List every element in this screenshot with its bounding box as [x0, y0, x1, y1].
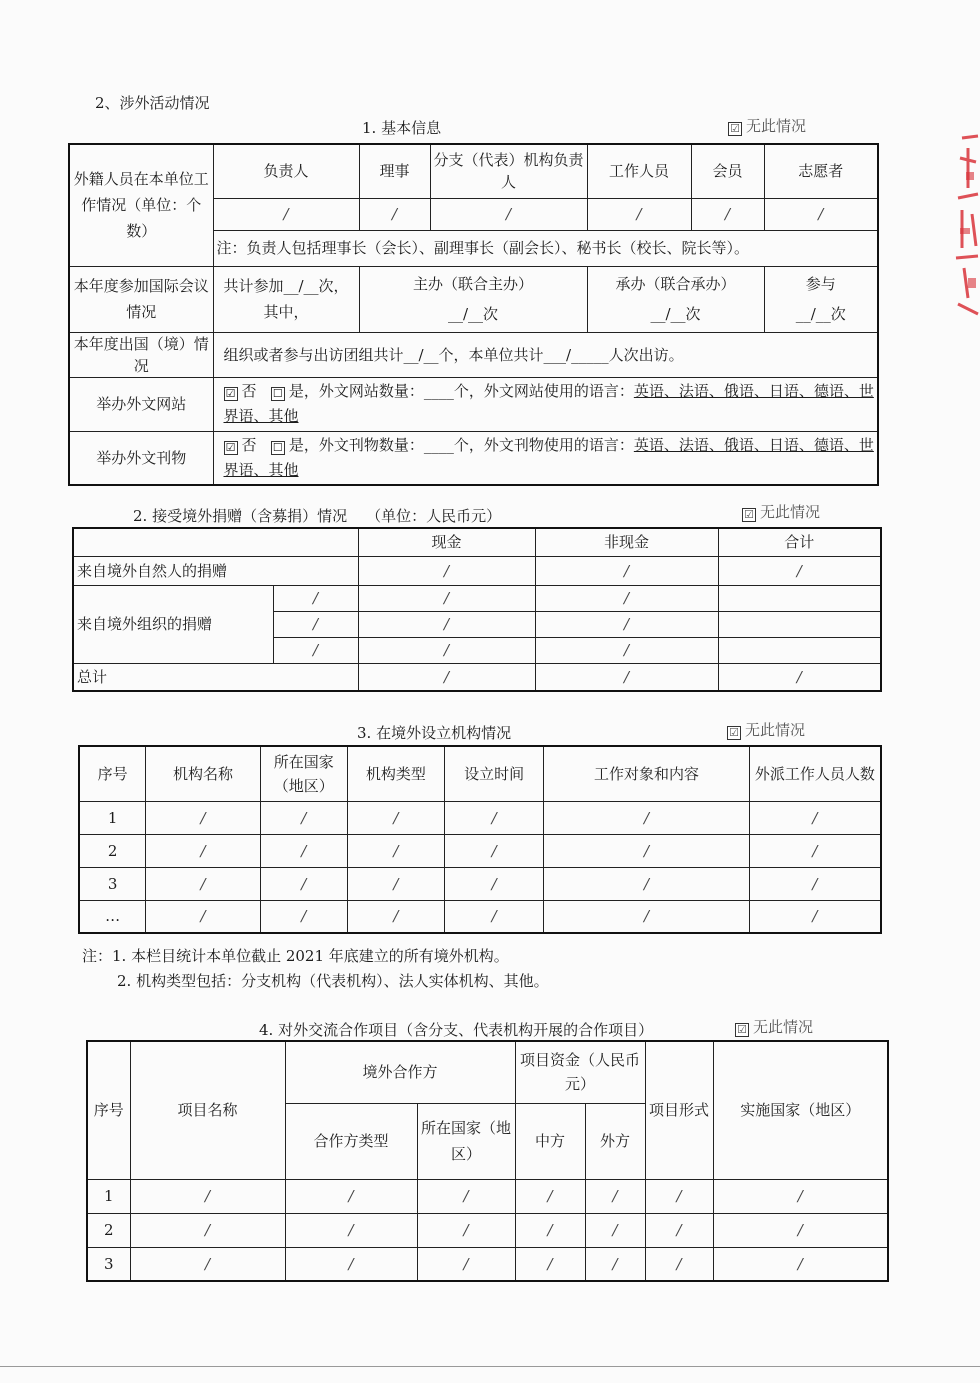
cell[interactable]: / [358, 556, 535, 585]
s2-no-such[interactable]: ☑ 无此情况 [742, 501, 820, 522]
header-country: 所在国家（地区） [260, 746, 347, 801]
website-label: 举办外文网站 [69, 377, 213, 431]
cell-director[interactable]: / [359, 198, 430, 230]
cell[interactable]: / [713, 1213, 888, 1247]
cell-branch-leader[interactable]: / [430, 198, 587, 230]
cell[interactable]: / [130, 1179, 285, 1213]
cell[interactable]: / [358, 611, 535, 637]
cell[interactable]: / [515, 1213, 585, 1247]
cell[interactable]: / [544, 900, 750, 933]
row-seq: … [79, 900, 146, 933]
cell[interactable]: / [417, 1247, 515, 1281]
conference-host[interactable] [359, 266, 587, 332]
cell[interactable]: / [535, 611, 718, 637]
cell[interactable]: / [718, 556, 881, 585]
s3-title: 3. 在境外设立机构情况 [357, 724, 512, 742]
header-total: 合计 [718, 528, 881, 556]
cell[interactable]: / [445, 834, 544, 867]
header-funds: 项目资金（人民币元） [515, 1041, 645, 1103]
conference-total[interactable]: 共计参加__/__次，其中， [213, 266, 359, 332]
cell[interactable]: / [718, 663, 881, 691]
cell-staff[interactable]: / [587, 198, 691, 230]
foreign-staff-label: 外籍人员在本单位工作情况（单位：个数） [69, 144, 213, 266]
cooperation-table [86, 1040, 889, 1282]
row-seq: 1 [87, 1179, 130, 1213]
header-branch-leader: 分支（代表）机构负责人 [430, 144, 587, 198]
header-partner: 境外合作方 [285, 1041, 515, 1103]
header-leader: 负责人 [213, 144, 359, 198]
header-partner-type: 合作方类型 [285, 1103, 417, 1179]
cell[interactable]: / [347, 867, 444, 900]
cell[interactable]: / [713, 1179, 888, 1213]
cell[interactable]: / [713, 1247, 888, 1281]
journal-yes-checkbox-icon[interactable]: ☐ [271, 441, 285, 455]
basic-info-table [68, 143, 879, 486]
checkbox-checked-icon[interactable]: ☑ [728, 122, 742, 136]
attend-label: 参与 [805, 275, 836, 293]
donation-table [72, 527, 882, 692]
website-no-label: 否 [241, 382, 257, 400]
cell[interactable]: / [445, 900, 544, 933]
header-work-content: 工作对象和内容 [544, 746, 750, 801]
attend-count[interactable]: __/__次 [795, 305, 846, 323]
row-seq: 3 [79, 867, 146, 900]
header-seq: 序号 [87, 1041, 130, 1179]
s4-no-such[interactable]: ☑ 无此情况 [735, 1016, 813, 1037]
website-options[interactable] [213, 377, 878, 431]
cell[interactable] [718, 637, 881, 663]
header-foreign: 外方 [585, 1103, 645, 1179]
row-seq: 2 [87, 1213, 130, 1247]
host-label: 主办（联合主办） [412, 275, 533, 293]
header-established: 设立时间 [445, 746, 544, 801]
cell[interactable]: / [535, 556, 718, 585]
cell[interactable]: / [544, 834, 750, 867]
row-natural-person: 来自境外自然人的捐赠 [73, 556, 358, 585]
outbound-text[interactable]: 组织或者参与出访团组共计__/__个，本单位共计___/_____人次出访。 [213, 332, 878, 377]
header-org-type: 机构类型 [347, 746, 444, 801]
conference-label: 本年度参加国际会议情况 [69, 266, 213, 332]
header-impl-country: 实施国家（地区） [713, 1041, 888, 1179]
header-non-cash: 非现金 [535, 528, 718, 556]
journal-yes-text: 是，外文刊物数量：____个，外文刊物使用的语言： [288, 435, 634, 454]
s3-note-1: 注：1. 本栏目统计本单位截止 2021 年底建立的所有境外机构。 [82, 947, 509, 965]
cell[interactable]: / [515, 1247, 585, 1281]
journal-options[interactable] [213, 431, 878, 485]
header-volunteer: 志愿者 [764, 144, 878, 198]
conference-attend[interactable] [764, 266, 878, 332]
cell-volunteer[interactable]: / [764, 198, 878, 230]
journal-languages: 英语、法语、俄语、日语、德语、世界语、其他 [223, 435, 874, 479]
cell[interactable]: / [645, 1213, 713, 1247]
checkbox-checked-icon[interactable]: ☑ [727, 726, 741, 740]
cell[interactable]: / [260, 867, 347, 900]
cell[interactable]: / [585, 1179, 645, 1213]
row-total: 总计 [73, 663, 358, 691]
cell[interactable]: / [585, 1247, 645, 1281]
header-seq: 序号 [79, 746, 146, 801]
cell[interactable]: / [273, 637, 358, 663]
cell[interactable]: / [445, 867, 544, 900]
cell[interactable]: / [130, 1213, 285, 1247]
cell[interactable]: / [273, 611, 358, 637]
header-form: 项目形式 [645, 1041, 713, 1179]
foreign-staff-note: 注：负责人包括理事长（会长）、副理事长（副会长）、秘书长（校长、院长等）。 [213, 230, 878, 266]
cell[interactable]: / [146, 900, 260, 933]
page-bottom-divider [0, 1366, 980, 1367]
cell[interactable]: / [515, 1179, 585, 1213]
cell[interactable]: / [260, 900, 347, 933]
s3-no-such[interactable]: ☑ 无此情况 [727, 719, 805, 740]
header-cash: 现金 [358, 528, 535, 556]
s3-note-2: 2. 机构类型包括：分支机构（代表机构）、法人实体机构、其他。 [117, 972, 549, 990]
cell[interactable]: / [749, 867, 881, 900]
cell[interactable]: / [347, 900, 444, 933]
cell[interactable]: / [749, 801, 881, 834]
cell[interactable]: / [146, 867, 260, 900]
cell[interactable]: / [285, 1179, 417, 1213]
cell[interactable]: / [260, 801, 347, 834]
cell[interactable]: / [347, 834, 444, 867]
cell[interactable]: / [544, 801, 750, 834]
cell[interactable]: / [535, 663, 718, 691]
s4-title: 4. 对外交流合作项目（含分支、代表机构开展的合作项目） [259, 1021, 654, 1039]
s1-title: 1. 基本信息 [362, 119, 442, 137]
header-org-name: 机构名称 [146, 746, 260, 801]
cell[interactable]: / [285, 1247, 417, 1281]
header-director: 理事 [359, 144, 430, 198]
host-count[interactable]: __/__次 [447, 305, 499, 323]
cell[interactable]: / [130, 1247, 285, 1281]
s1-no-such[interactable]: ☑ 无此情况 [728, 115, 806, 136]
cell[interactable]: / [146, 834, 260, 867]
cell[interactable]: / [347, 801, 444, 834]
cell[interactable]: / [146, 801, 260, 834]
outbound-label: 本年度出国（境）情况 [69, 332, 213, 377]
website-yes-text: 是，外文网站数量：____个，外文网站使用的语言： [288, 382, 634, 400]
header-cn: 中方 [515, 1103, 585, 1179]
journal-label: 举办外文刊物 [69, 431, 213, 485]
row-seq: 1 [79, 801, 146, 834]
cell[interactable]: / [749, 900, 881, 933]
cell[interactable]: / [358, 637, 535, 663]
red-seal-stamp-icon [932, 128, 980, 328]
s2-title: 2. 接受境外捐赠（含募捐）情况 （单位：人民币元） [133, 507, 502, 525]
conference-organize[interactable] [587, 266, 764, 332]
cell[interactable]: / [645, 1247, 713, 1281]
cell[interactable]: / [585, 1213, 645, 1247]
cell[interactable]: / [260, 834, 347, 867]
checkbox-checked-icon[interactable]: ☑ [742, 508, 756, 522]
checkbox-checked-icon[interactable]: ☑ [735, 1023, 749, 1037]
header-project-name: 项目名称 [130, 1041, 285, 1179]
organize-count[interactable]: __/__次 [650, 305, 701, 323]
cell[interactable]: / [358, 663, 535, 691]
cell[interactable]: / [285, 1213, 417, 1247]
cell-member[interactable]: / [691, 198, 764, 230]
cell[interactable]: / [544, 867, 750, 900]
header-staff: 工作人员 [587, 144, 691, 198]
cell[interactable] [718, 585, 881, 611]
header-member: 会员 [691, 144, 764, 198]
journal-no-checkbox-icon[interactable]: ☑ [224, 441, 238, 455]
cell[interactable]: / [645, 1179, 713, 1213]
section-title: 2、涉外活动情况 [95, 94, 210, 112]
row-seq: 2 [79, 834, 146, 867]
cell[interactable]: / [445, 801, 544, 834]
cell[interactable]: / [417, 1179, 515, 1213]
website-no-checkbox-icon[interactable]: ☑ [224, 387, 238, 401]
donation-header-blank [73, 528, 358, 556]
cell[interactable]: / [749, 834, 881, 867]
website-languages: 英语、法语、俄语、日语、德语、世界语、其他 [223, 382, 874, 425]
cell[interactable] [718, 611, 881, 637]
cell[interactable]: / [535, 637, 718, 663]
cell[interactable]: / [273, 585, 358, 611]
cell-leader[interactable]: / [213, 198, 359, 230]
overseas-org-table [78, 745, 882, 934]
journal-no-label: 否 [241, 435, 257, 454]
row-seq: 3 [87, 1247, 130, 1281]
cell[interactable]: / [417, 1213, 515, 1247]
cell[interactable]: / [358, 585, 535, 611]
organize-label: 承办（联合承办） [615, 275, 736, 293]
header-partner-country: 所在国家（地区） [417, 1103, 515, 1179]
website-yes-checkbox-icon[interactable]: ☐ [271, 387, 285, 401]
cell[interactable]: / [535, 585, 718, 611]
header-staff-count: 外派工作人员人数 [749, 746, 881, 801]
row-organization: 来自境外组织的捐赠 [73, 585, 273, 663]
